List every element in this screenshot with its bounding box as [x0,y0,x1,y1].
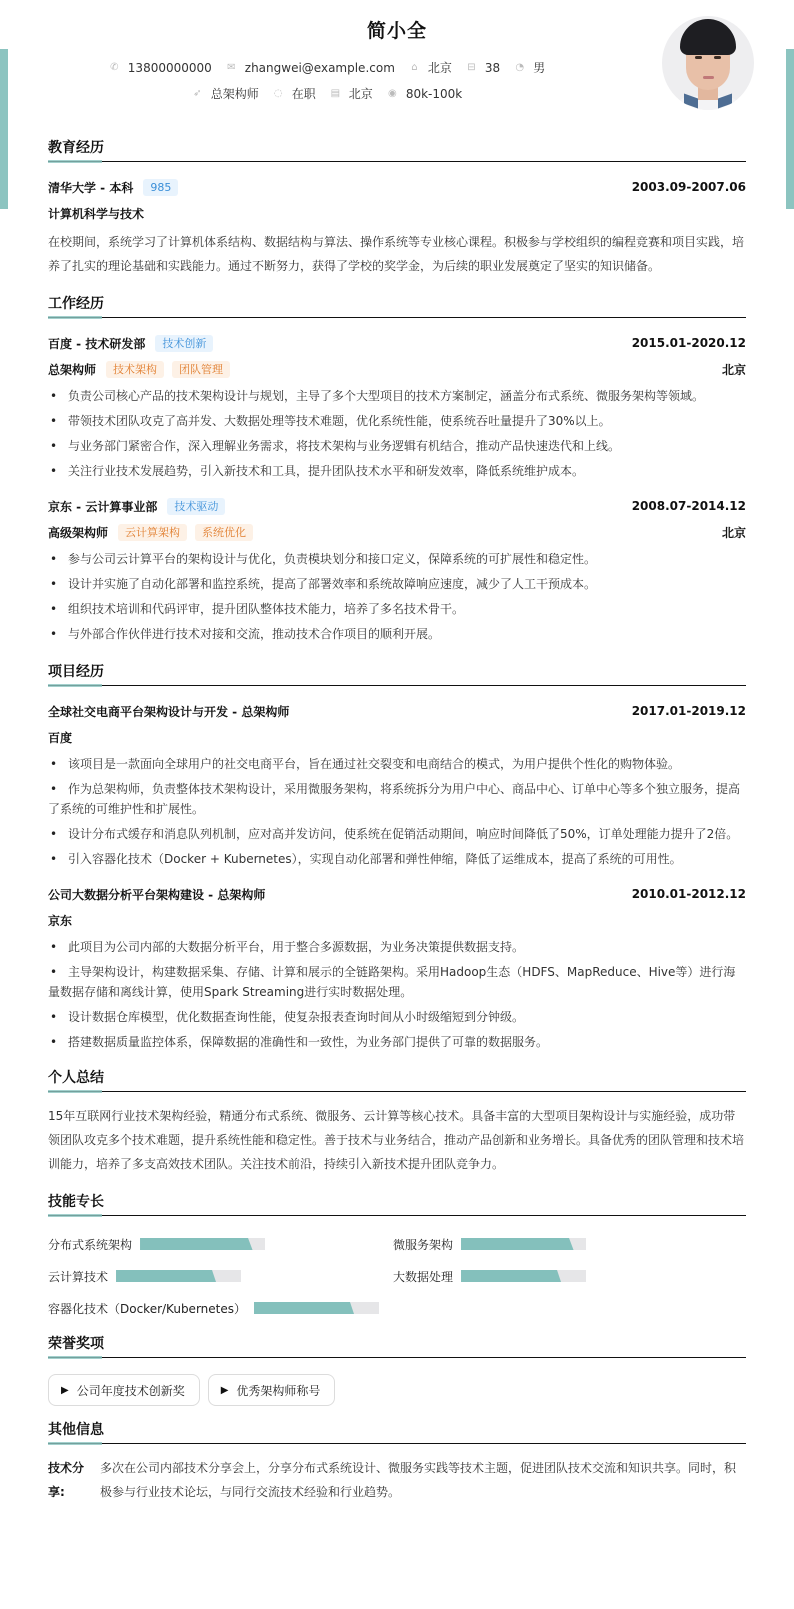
skill-name: 云计算技术 [48,1269,109,1284]
project-entry [48,698,746,869]
company-name: 百度 - 技术研发部 [48,336,146,351]
section-title: 个人总结 [48,1070,104,1086]
section-title: 技能专长 [48,1194,104,1210]
skills-grid [48,1228,746,1324]
projects-section [48,658,746,1052]
project-company: 京东 [48,913,73,928]
section-accent-underline [48,684,102,687]
work-period: 2015.01-2020.12 [631,336,746,350]
list-item: • 设计并实施了自动化部署和监控系统，提高了部署效率和系统故障响应速度，减少了人工干预成本。 [48,574,746,594]
list-item: • 作为总架构师，负责整体技术架构设计，采用微服务架构，将系统拆分为用户中心、商品中心、订单中心等多个独立服务，提高了系统的可维护性和扩展性。 [48,779,746,819]
skill-item [48,1228,393,1260]
section-header [48,1416,746,1444]
section-title: 其他信息 [48,1422,104,1438]
section-accent-underline [48,1356,102,1359]
list-item: • 负责公司核心产品的技术架构设计与规划，主导了多个大型项目的技术方案制定，涵盖分布式系统、微服务架构等领域。 [48,386,746,406]
contact-info-row [28,59,626,76]
section-header [48,658,746,686]
job-info-row [28,85,626,102]
job-city-value: 北京 [348,87,373,101]
list-item: • 参与公司云计算平台的架构设计与优化，负责模块划分和接口定义，保障系统的可扩展性和稳定性。 [48,549,746,569]
skill-bar [461,1238,586,1250]
email-value: zhangwei@example.com [244,60,395,75]
skill-bar [254,1302,379,1314]
awards-section [48,1330,746,1406]
skill-bar [461,1270,586,1282]
section-title: 荣誉奖项 [48,1336,104,1352]
section-accent-underline [48,1090,102,1093]
skill-item [48,1260,393,1292]
skill-bar-fill [116,1270,216,1282]
other-info-value: 多次在公司内部技术分享会上，分享分布式系统设计、微服务实践等技术主题，促进团队技术交流和知识共享。同时，积极参与行业技术论坛，与同行交流技术经验和行业趋势。 [100,1461,737,1499]
section-header [48,134,746,162]
title-tag: 系统优化 [195,524,253,541]
job-title: 高级架构师 [48,525,109,540]
skill-name: 大数据处理 [393,1269,454,1284]
section-title: 教育经历 [48,140,104,156]
skill-bar-fill [254,1302,354,1314]
city-value: 北京 [427,61,452,75]
section-accent-underline [48,316,102,319]
phone-value: 13800000000 [127,60,212,75]
skill-name: 分布式系统架构 [48,1237,133,1252]
contact-email [226,61,395,75]
list-item: • 与业务部门紧密合作，深入理解业务需求，将技术架构与业务逻辑有机结合，推动产品快速迭代和上线。 [48,436,746,456]
section-header [48,1064,746,1092]
resume-header [48,0,746,128]
work-location: 北京 [721,362,746,377]
list-item: • 设计分布式缓存和消息队列机制，应对高并发访问，使系统在促销活动期间，响应时间降低了50%，订单处理能力提升了2倍。 [48,824,746,844]
list-item: • 带领技术团队攻克了高并发、大数据处理等技术难题，优化系统性能，使系统吞吐量提升了30%以上。 [48,411,746,431]
play-triangle-icon: ▶ [220,1384,229,1396]
contact-age [466,61,500,75]
skill-name: 容器化技术（Docker/Kubernetes） [48,1301,246,1316]
mail-icon: ✉ [227,62,236,73]
title-tag: 团队管理 [172,361,230,378]
project-period: 2010.01-2012.12 [631,887,746,901]
section-title: 项目经历 [48,664,104,680]
award-label: 公司年度技术创新奖 [76,1383,185,1398]
work-bullets [48,386,746,481]
job-city [330,85,373,102]
awards-list [48,1370,746,1406]
list-item: • 主导架构设计，构建数据采集、存储、计算和展示的全链路架构。采用Hadoop生态（HDFS、MapReduce、Hive等）进行海量数据存储和离线计算，使用Spark Streaming进行实时数据处理。 [48,962,746,1002]
section-header [48,1188,746,1216]
project-name: 全球社交电商平台架构设计与开发 - 总架构师 [48,704,290,719]
work-bullets [48,549,746,644]
contact-city [409,59,452,76]
title-tag: 云计算架构 [118,524,187,541]
summary-text: 15年互联网行业技术架构经验，精通分布式系统、微服务、云计算等核心技术。具备丰富的大型项目架构设计与实施经验，成功带领团队攻克多个技术难题，提升系统性能和稳定性。善于技术与业务结合，推动产品创新和业务增长。具备优秀的团队管理和技术培训能力，培养了多支高效技术团队。关注技术前沿，持续引入新技术提升团队竞争力。 [48,1109,745,1171]
gender-value: 男 [533,61,546,75]
company-tag: 技术创新 [155,335,213,352]
education-description: 在校期间，系统学习了计算机体系结构、数据结构与算法、操作系统等专业核心课程。积极参与学校组织的编程竞赛和项目实践，培养了扎实的理论基础和实践能力。通过不断努力，获得了学校的奖学金，为后续的职业发展奠定了坚实的知识储备。 [48,235,745,273]
skill-bar [140,1238,265,1250]
section-accent-underline [48,1442,102,1445]
contact-phone [109,61,212,75]
company-tag: 技术驱动 [167,498,225,515]
title-tag: 技术架构 [106,361,164,378]
list-item: • 组织技术培训和代码评审，提升团队整体技术能力，培养了多名技术骨干。 [48,599,746,619]
project-period: 2017.01-2019.12 [631,704,746,718]
education-section [48,134,746,278]
project-company: 百度 [48,730,73,745]
status-value: 在职 [291,87,316,101]
skill-name: 微服务架构 [393,1237,454,1252]
status-icon: ◌ [273,88,283,99]
work-entry [48,493,746,644]
salary-icon: ◉ [387,88,397,99]
skill-bar-fill [140,1238,253,1250]
section-header [48,1330,746,1358]
school-tag: 985 [143,179,178,196]
skills-section [48,1188,746,1324]
school-name: 清华大学 - 本科 [48,180,134,195]
list-item: • 该项目是一款面向全球用户的社交电商平台，旨在通过社交裂变和电商结合的模式，为用户提供个性化的购物体验。 [48,754,746,774]
skill-bar-fill [461,1270,561,1282]
section-header [48,290,746,318]
home-icon: ⌂ [411,62,418,73]
project-name: 公司大数据分析平台架构建设 - 总架构师 [48,887,266,902]
education-period: 2003.09-2007.06 [631,180,746,194]
list-item: • 与外部合作伙伴进行技术对接和交流，推动技术合作项目的顺利开展。 [48,624,746,644]
contact-gender [514,59,545,76]
list-item: • 关注行业技术发展趋势，引入新技术和工具，提升团队技术水平和研发效率，降低系统维护成本。 [48,461,746,481]
work-entry [48,330,746,481]
phone-icon: ✆ [110,62,119,73]
summary-section [48,1064,746,1176]
section-accent-underline [48,1214,102,1217]
project-bullets [48,937,746,1052]
job-title: 总架构师 [48,362,97,377]
gender-icon: ◔ [515,62,525,73]
work-location: 北京 [721,525,746,540]
skill-bar-fill [461,1238,574,1250]
job-status [273,85,316,102]
skill-bar [116,1270,241,1282]
project-bullets [48,754,746,869]
project-entry [48,881,746,1052]
skill-item [48,1292,393,1324]
work-period: 2008.07-2014.12 [631,499,746,513]
avatar [662,16,754,110]
list-item: • 搭建数据质量监控体系，保障数据的准确性和一致性，为业务部门提供了可靠的数据服务。 [48,1032,746,1052]
position-value: 总架构师 [210,87,259,101]
major: 计算机科学与技术 [48,206,145,221]
other-section [48,1416,746,1504]
other-info-label: 技术分享: [48,1461,85,1499]
job-target-position [192,85,259,102]
age-value: 38 [484,60,501,75]
list-item: • 设计数据仓库模型，优化数据查询性能，使复杂报表查询时间从小时级缩短到分钟级。 [48,1007,746,1027]
skill-item [393,1260,738,1292]
work-section [48,290,746,644]
company-name: 京东 - 云计算事业部 [48,499,158,514]
salary-value: 80k-100k [405,86,463,101]
building-icon: ▤ [330,88,341,99]
award-label: 优秀架构师称号 [236,1383,321,1398]
list-item: • 此项目为公司内部的大数据分析平台，用于整合多源数据，为业务决策提供数据支持。 [48,937,746,957]
award-chip[interactable] [48,1374,200,1406]
section-accent-underline [48,160,102,163]
job-salary [387,87,462,101]
section-title: 工作经历 [48,296,104,312]
list-item: • 引入容器化技术（Docker + Kubernetes），实现自动化部署和弹性伸缩，降低了运维成本，提高了系统的可用性。 [48,849,746,869]
send-icon: ➶ [193,88,202,99]
play-triangle-icon: ▶ [61,1384,69,1396]
other-info-item [48,1456,746,1504]
education-entry [48,174,746,278]
candidate-name: 简小全 [366,20,427,42]
skill-item [393,1228,738,1260]
age-icon: ⊟ [467,62,476,73]
award-chip[interactable] [208,1374,336,1406]
